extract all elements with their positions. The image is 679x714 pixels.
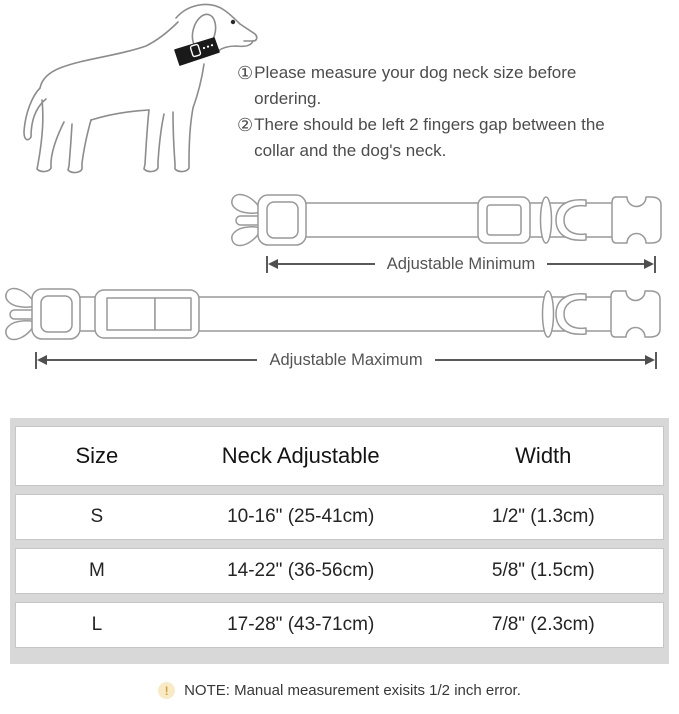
arrow-end-tick <box>654 256 656 273</box>
instruction-item <box>237 60 673 112</box>
collar-slider <box>478 197 530 243</box>
collar-min-illustration <box>228 190 668 252</box>
arrow-line <box>547 263 644 265</box>
arrowhead-right-icon <box>645 355 655 365</box>
collar-buckle-female <box>612 197 661 243</box>
header-cell-neck: Neck Adjustable <box>221 443 380 468</box>
width-cell: 5/8" (1.5cm) <box>491 560 595 581</box>
arrowhead-left-icon <box>268 259 278 269</box>
arrow-end-tick <box>655 352 657 369</box>
table-row <box>15 548 664 594</box>
arrow-line <box>435 359 645 361</box>
instruction-text: There should be left 2 fingers gap between the collar and the dog's neck. <box>254 115 605 160</box>
neck-cell: 17-28" (43-71cm) <box>227 614 375 635</box>
arrow-line <box>278 263 375 265</box>
collar-buckle-male <box>6 288 80 339</box>
width-cell: 1/2" (1.3cm) <box>491 506 595 527</box>
collar-oring <box>541 197 552 243</box>
dog-illustration <box>8 2 258 180</box>
collar-dring <box>556 294 586 335</box>
arrow-line <box>47 359 257 361</box>
instruction-text: Please measure your dog neck size before ordering. <box>254 63 577 108</box>
size-cell: S <box>90 506 104 527</box>
header-cell-width: Width <box>515 443 572 468</box>
arrowhead-right-icon <box>644 259 654 269</box>
note <box>0 682 679 699</box>
collar-dring <box>556 200 586 241</box>
measure-arrow-maximum <box>35 350 657 370</box>
collar-oring <box>543 291 554 337</box>
measure-arrow-minimum <box>266 254 656 274</box>
adjustable-minimum-label: Adjustable Minimum <box>386 254 536 273</box>
neck-cell: 10-16" (25-41cm) <box>227 506 375 527</box>
size-cell: L <box>91 614 103 635</box>
size-table <box>10 418 669 664</box>
header-cell-size: Size <box>75 443 119 468</box>
collar-buckle-female <box>611 291 660 337</box>
table-row <box>15 602 664 648</box>
table-header-row <box>15 426 664 486</box>
adjustable-maximum-label: Adjustable Maximum <box>269 350 423 369</box>
size-cell: M <box>88 560 105 581</box>
arrowhead-left-icon <box>37 355 47 365</box>
note-text: NOTE: Manual measurement exisits 1/2 inch error. <box>184 682 521 699</box>
dog-collar-band <box>175 38 219 65</box>
instruction-item <box>237 112 673 164</box>
neck-cell: 14-22" (36-56cm) <box>227 560 375 581</box>
dog-outline <box>24 4 257 172</box>
collar-max-illustration <box>2 284 664 346</box>
instruction-list <box>237 60 673 164</box>
circled-number-icon: ① <box>237 63 254 83</box>
circled-number-icon: ② <box>237 115 254 135</box>
width-cell: 7/8" (2.3cm) <box>491 614 595 635</box>
collar-buckle-male <box>232 194 306 245</box>
dog-eye <box>231 20 235 24</box>
exclamation-icon: ! <box>158 682 175 699</box>
collar-slider <box>95 290 199 338</box>
table-row <box>15 494 664 540</box>
